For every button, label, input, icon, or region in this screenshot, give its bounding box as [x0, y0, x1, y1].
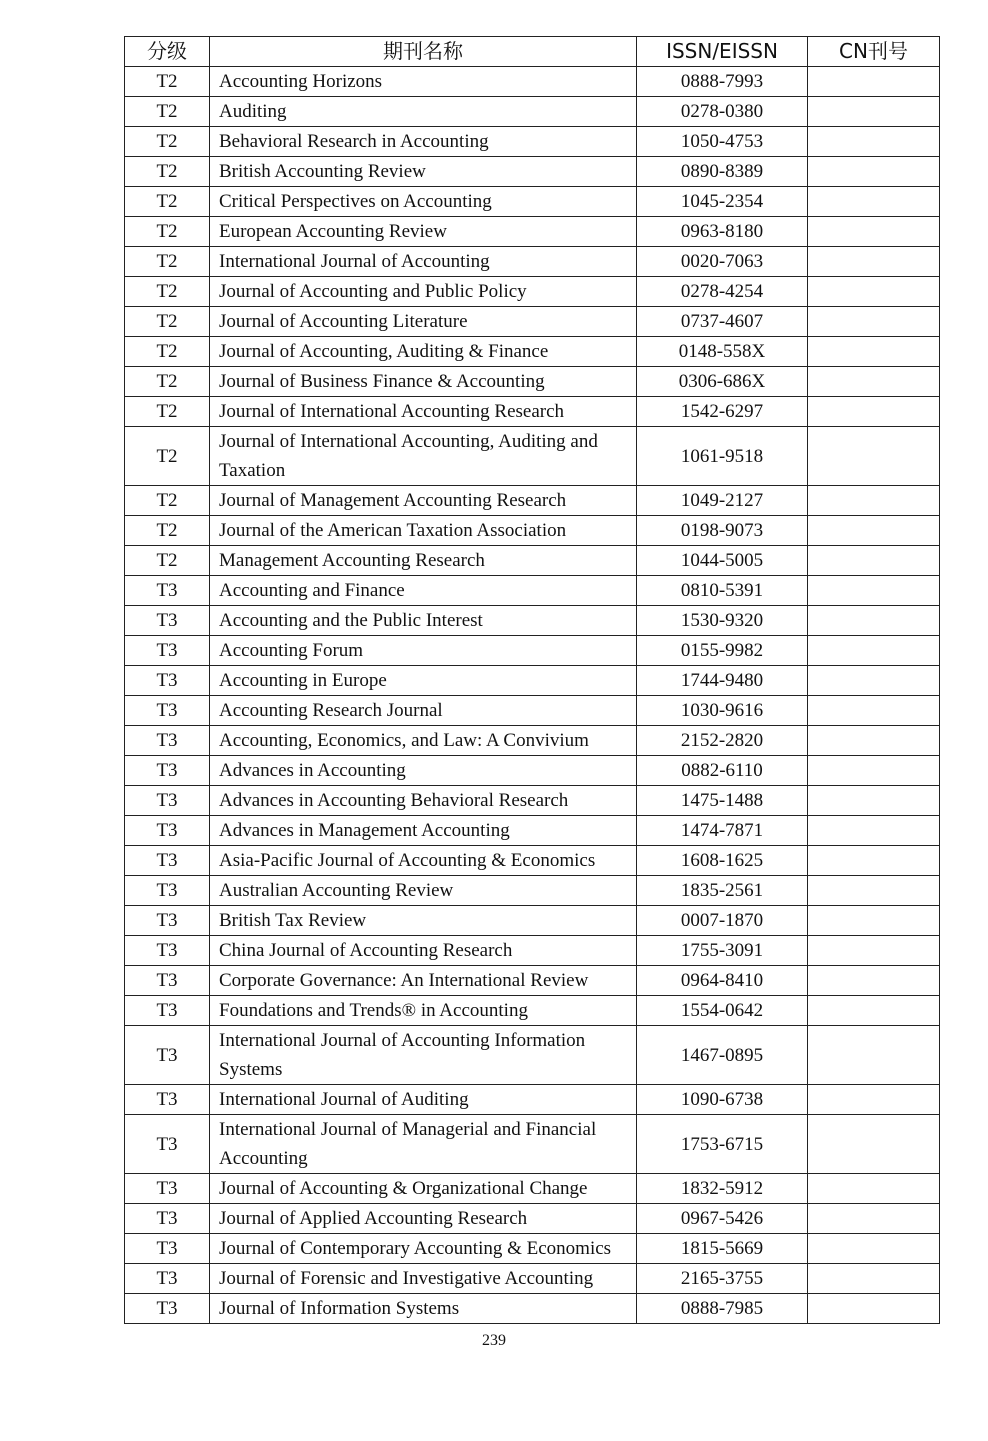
issn-cell: 1049-2127 [637, 486, 808, 516]
journal-name-cell: Journal of Management Accounting Research [210, 486, 637, 516]
journal-name-cell: Management Accounting Research [210, 546, 637, 576]
cn-number-cell [808, 1085, 940, 1115]
table-row [125, 876, 940, 906]
cn-number-cell [808, 966, 940, 996]
tier-cell: T3 [125, 666, 210, 696]
tier-cell: T3 [125, 786, 210, 816]
cn-number-cell [808, 307, 940, 337]
journal-name-cell: International Journal of Accounting [210, 247, 637, 277]
cn-number-cell [808, 666, 940, 696]
issn-cell: 1044-5005 [637, 546, 808, 576]
issn-cell: 1753-6715 [637, 1115, 808, 1174]
table-row [125, 666, 940, 696]
issn-cell: 1050-4753 [637, 127, 808, 157]
cn-number-cell [808, 846, 940, 876]
table-row [125, 1085, 940, 1115]
table-row [125, 966, 940, 996]
header-cn-number: CN刊号 [808, 37, 940, 67]
cn-number-cell [808, 606, 940, 636]
table-row [125, 756, 940, 786]
cn-number-cell [808, 816, 940, 846]
table-row [125, 816, 940, 846]
cn-number-cell [808, 576, 940, 606]
tier-cell: T2 [125, 247, 210, 277]
cn-number-cell [808, 696, 940, 726]
tier-cell: T3 [125, 816, 210, 846]
table-row [125, 1294, 940, 1324]
cn-number-cell [808, 786, 940, 816]
table-row [125, 397, 940, 427]
tier-cell: T3 [125, 876, 210, 906]
table-row [125, 576, 940, 606]
issn-cell: 1554-0642 [637, 996, 808, 1026]
cn-number-cell [808, 1234, 940, 1264]
table-row [125, 726, 940, 756]
tier-cell: T2 [125, 217, 210, 247]
issn-cell: 0278-0380 [637, 97, 808, 127]
table-row [125, 367, 940, 397]
journal-name-cell: Journal of International Accounting Research [210, 397, 637, 427]
table-row [125, 846, 940, 876]
table-header-row [125, 37, 940, 67]
cn-number-cell [808, 427, 940, 486]
journal-name-cell: European Accounting Review [210, 217, 637, 247]
tier-cell: T2 [125, 486, 210, 516]
issn-cell: 0198-9073 [637, 516, 808, 546]
issn-cell: 0888-7993 [637, 67, 808, 97]
issn-cell: 0963-8180 [637, 217, 808, 247]
journal-name-cell: Journal of Accounting, Auditing & Finance [210, 337, 637, 367]
cn-number-cell [808, 1026, 940, 1085]
journal-name-cell: Accounting Horizons [210, 67, 637, 97]
table-row [125, 516, 940, 546]
issn-cell: 1542-6297 [637, 397, 808, 427]
table-row [125, 696, 940, 726]
cn-number-cell [808, 756, 940, 786]
header-issn: ISSN/EISSN [637, 37, 808, 67]
tier-cell: T3 [125, 606, 210, 636]
tier-cell: T2 [125, 367, 210, 397]
journal-name-cell: International Journal of Accounting Information Systems [210, 1026, 637, 1085]
journal-table [124, 36, 940, 1324]
issn-cell: 1475-1488 [637, 786, 808, 816]
issn-cell: 0020-7063 [637, 247, 808, 277]
tier-cell: T2 [125, 67, 210, 97]
journal-name-cell: Advances in Accounting [210, 756, 637, 786]
table-row [125, 606, 940, 636]
tier-cell: T3 [125, 726, 210, 756]
issn-cell: 1090-6738 [637, 1085, 808, 1115]
tier-cell: T3 [125, 696, 210, 726]
cn-number-cell [808, 1294, 940, 1324]
journal-name-cell: Journal of Forensic and Investigative Accounting [210, 1264, 637, 1294]
issn-cell: 0155-9982 [637, 636, 808, 666]
journal-name-cell: Journal of Business Finance & Accounting [210, 367, 637, 397]
tier-cell: T3 [125, 936, 210, 966]
table-row [125, 157, 940, 187]
tier-cell: T3 [125, 996, 210, 1026]
journal-rows [125, 67, 940, 1324]
cn-number-cell [808, 97, 940, 127]
table-row [125, 996, 940, 1026]
table-row [125, 307, 940, 337]
table-row [125, 936, 940, 966]
tier-cell: T3 [125, 1115, 210, 1174]
table-row [125, 786, 940, 816]
journal-name-cell: Journal of Applied Accounting Research [210, 1204, 637, 1234]
table-row [125, 906, 940, 936]
cn-number-cell [808, 906, 940, 936]
table-row [125, 1234, 940, 1264]
cn-number-cell [808, 936, 940, 966]
tier-cell: T3 [125, 1026, 210, 1085]
journal-name-cell: Australian Accounting Review [210, 876, 637, 906]
cn-number-cell [808, 277, 940, 307]
issn-cell: 0306-686X [637, 367, 808, 397]
issn-cell: 0890-8389 [637, 157, 808, 187]
issn-cell: 1045-2354 [637, 187, 808, 217]
issn-cell: 1530-9320 [637, 606, 808, 636]
tier-cell: T3 [125, 576, 210, 606]
table-row [125, 1115, 940, 1174]
journal-name-cell: Journal of Accounting and Public Policy [210, 277, 637, 307]
header-tier: 分级 [125, 37, 210, 67]
journal-name-cell: Auditing [210, 97, 637, 127]
tier-cell: T3 [125, 846, 210, 876]
issn-cell: 0888-7985 [637, 1294, 808, 1324]
tier-cell: T2 [125, 427, 210, 486]
journal-name-cell: Journal of Accounting Literature [210, 307, 637, 337]
tier-cell: T2 [125, 127, 210, 157]
journal-name-cell: Journal of Information Systems [210, 1294, 637, 1324]
issn-cell: 0810-5391 [637, 576, 808, 606]
journal-name-cell: Behavioral Research in Accounting [210, 127, 637, 157]
cn-number-cell [808, 127, 940, 157]
tier-cell: T2 [125, 97, 210, 127]
table-row [125, 1174, 940, 1204]
table-row [125, 636, 940, 666]
tier-cell: T2 [125, 397, 210, 427]
issn-cell: 2152-2820 [637, 726, 808, 756]
issn-cell: 0007-1870 [637, 906, 808, 936]
issn-cell: 1608-1625 [637, 846, 808, 876]
cn-number-cell [808, 187, 940, 217]
issn-cell: 0278-4254 [637, 277, 808, 307]
cn-number-cell [808, 367, 940, 397]
table-row [125, 247, 940, 277]
journal-name-cell: Advances in Accounting Behavioral Research [210, 786, 637, 816]
table-row [125, 1026, 940, 1085]
table-row [125, 97, 940, 127]
tier-cell: T2 [125, 277, 210, 307]
journal-name-cell: Accounting in Europe [210, 666, 637, 696]
table-row [125, 1204, 940, 1234]
issn-cell: 1832-5912 [637, 1174, 808, 1204]
table-row [125, 337, 940, 367]
cn-number-cell [808, 157, 940, 187]
cn-number-cell [808, 1264, 940, 1294]
issn-cell: 0737-4607 [637, 307, 808, 337]
cn-number-cell [808, 1115, 940, 1174]
table-row [125, 67, 940, 97]
cn-number-cell [808, 636, 940, 666]
journal-name-cell: Accounting, Economics, and Law: A Convivium [210, 726, 637, 756]
journal-name-cell: British Tax Review [210, 906, 637, 936]
cn-number-cell [808, 726, 940, 756]
issn-cell: 1755-3091 [637, 936, 808, 966]
tier-cell: T3 [125, 1264, 210, 1294]
issn-cell: 1744-9480 [637, 666, 808, 696]
issn-cell: 0148-558X [637, 337, 808, 367]
issn-cell: 1467-0895 [637, 1026, 808, 1085]
journal-name-cell: Journal of Accounting & Organizational Change [210, 1174, 637, 1204]
journal-name-cell: International Journal of Managerial and Financial Accounting [210, 1115, 637, 1174]
issn-cell: 1030-9616 [637, 696, 808, 726]
journal-name-cell: Asia-Pacific Journal of Accounting & Economics [210, 846, 637, 876]
table-row [125, 427, 940, 486]
cn-number-cell [808, 1174, 940, 1204]
cn-number-cell [808, 486, 940, 516]
tier-cell: T3 [125, 1204, 210, 1234]
tier-cell: T2 [125, 157, 210, 187]
tier-cell: T3 [125, 1085, 210, 1115]
journal-name-cell: China Journal of Accounting Research [210, 936, 637, 966]
tier-cell: T2 [125, 516, 210, 546]
issn-cell: 0967-5426 [637, 1204, 808, 1234]
table-row [125, 187, 940, 217]
issn-cell: 2165-3755 [637, 1264, 808, 1294]
table-row [125, 127, 940, 157]
journal-name-cell: Advances in Management Accounting [210, 816, 637, 846]
journal-name-cell: British Accounting Review [210, 157, 637, 187]
cn-number-cell [808, 516, 940, 546]
tier-cell: T3 [125, 1294, 210, 1324]
tier-cell: T3 [125, 966, 210, 996]
tier-cell: T3 [125, 756, 210, 786]
table-row [125, 217, 940, 247]
table-row [125, 546, 940, 576]
tier-cell: T3 [125, 1234, 210, 1264]
tier-cell: T2 [125, 337, 210, 367]
cn-number-cell [808, 546, 940, 576]
table-row [125, 486, 940, 516]
cn-number-cell [808, 876, 940, 906]
cn-number-cell [808, 217, 940, 247]
tier-cell: T3 [125, 906, 210, 936]
cn-number-cell [808, 397, 940, 427]
tier-cell: T2 [125, 546, 210, 576]
journal-name-cell: Journal of the American Taxation Association [210, 516, 637, 546]
table-row [125, 1264, 940, 1294]
page-number: 239 [482, 1332, 506, 1349]
cn-number-cell [808, 247, 940, 277]
journal-name-cell: Corporate Governance: An International Review [210, 966, 637, 996]
issn-cell: 0882-6110 [637, 756, 808, 786]
tier-cell: T2 [125, 187, 210, 217]
issn-cell: 1815-5669 [637, 1234, 808, 1264]
cn-number-cell [808, 1204, 940, 1234]
journal-name-cell: Foundations and Trends® in Accounting [210, 996, 637, 1026]
journal-name-cell: Journal of International Accounting, Auditing and Taxation [210, 427, 637, 486]
journal-name-cell: Journal of Contemporary Accounting & Economics [210, 1234, 637, 1264]
issn-cell: 1835-2561 [637, 876, 808, 906]
cn-number-cell [808, 337, 940, 367]
table-row [125, 277, 940, 307]
journal-name-cell: Accounting and the Public Interest [210, 606, 637, 636]
issn-cell: 1474-7871 [637, 816, 808, 846]
journal-name-cell: Accounting Forum [210, 636, 637, 666]
tier-cell: T3 [125, 636, 210, 666]
tier-cell: T2 [125, 307, 210, 337]
cn-number-cell [808, 67, 940, 97]
header-journal-name: 期刊名称 [210, 37, 637, 67]
journal-name-cell: International Journal of Auditing [210, 1085, 637, 1115]
cn-number-cell [808, 996, 940, 1026]
issn-cell: 1061-9518 [637, 427, 808, 486]
tier-cell: T3 [125, 1174, 210, 1204]
journal-name-cell: Critical Perspectives on Accounting [210, 187, 637, 217]
journal-name-cell: Accounting and Finance [210, 576, 637, 606]
issn-cell: 0964-8410 [637, 966, 808, 996]
journal-name-cell: Accounting Research Journal [210, 696, 637, 726]
